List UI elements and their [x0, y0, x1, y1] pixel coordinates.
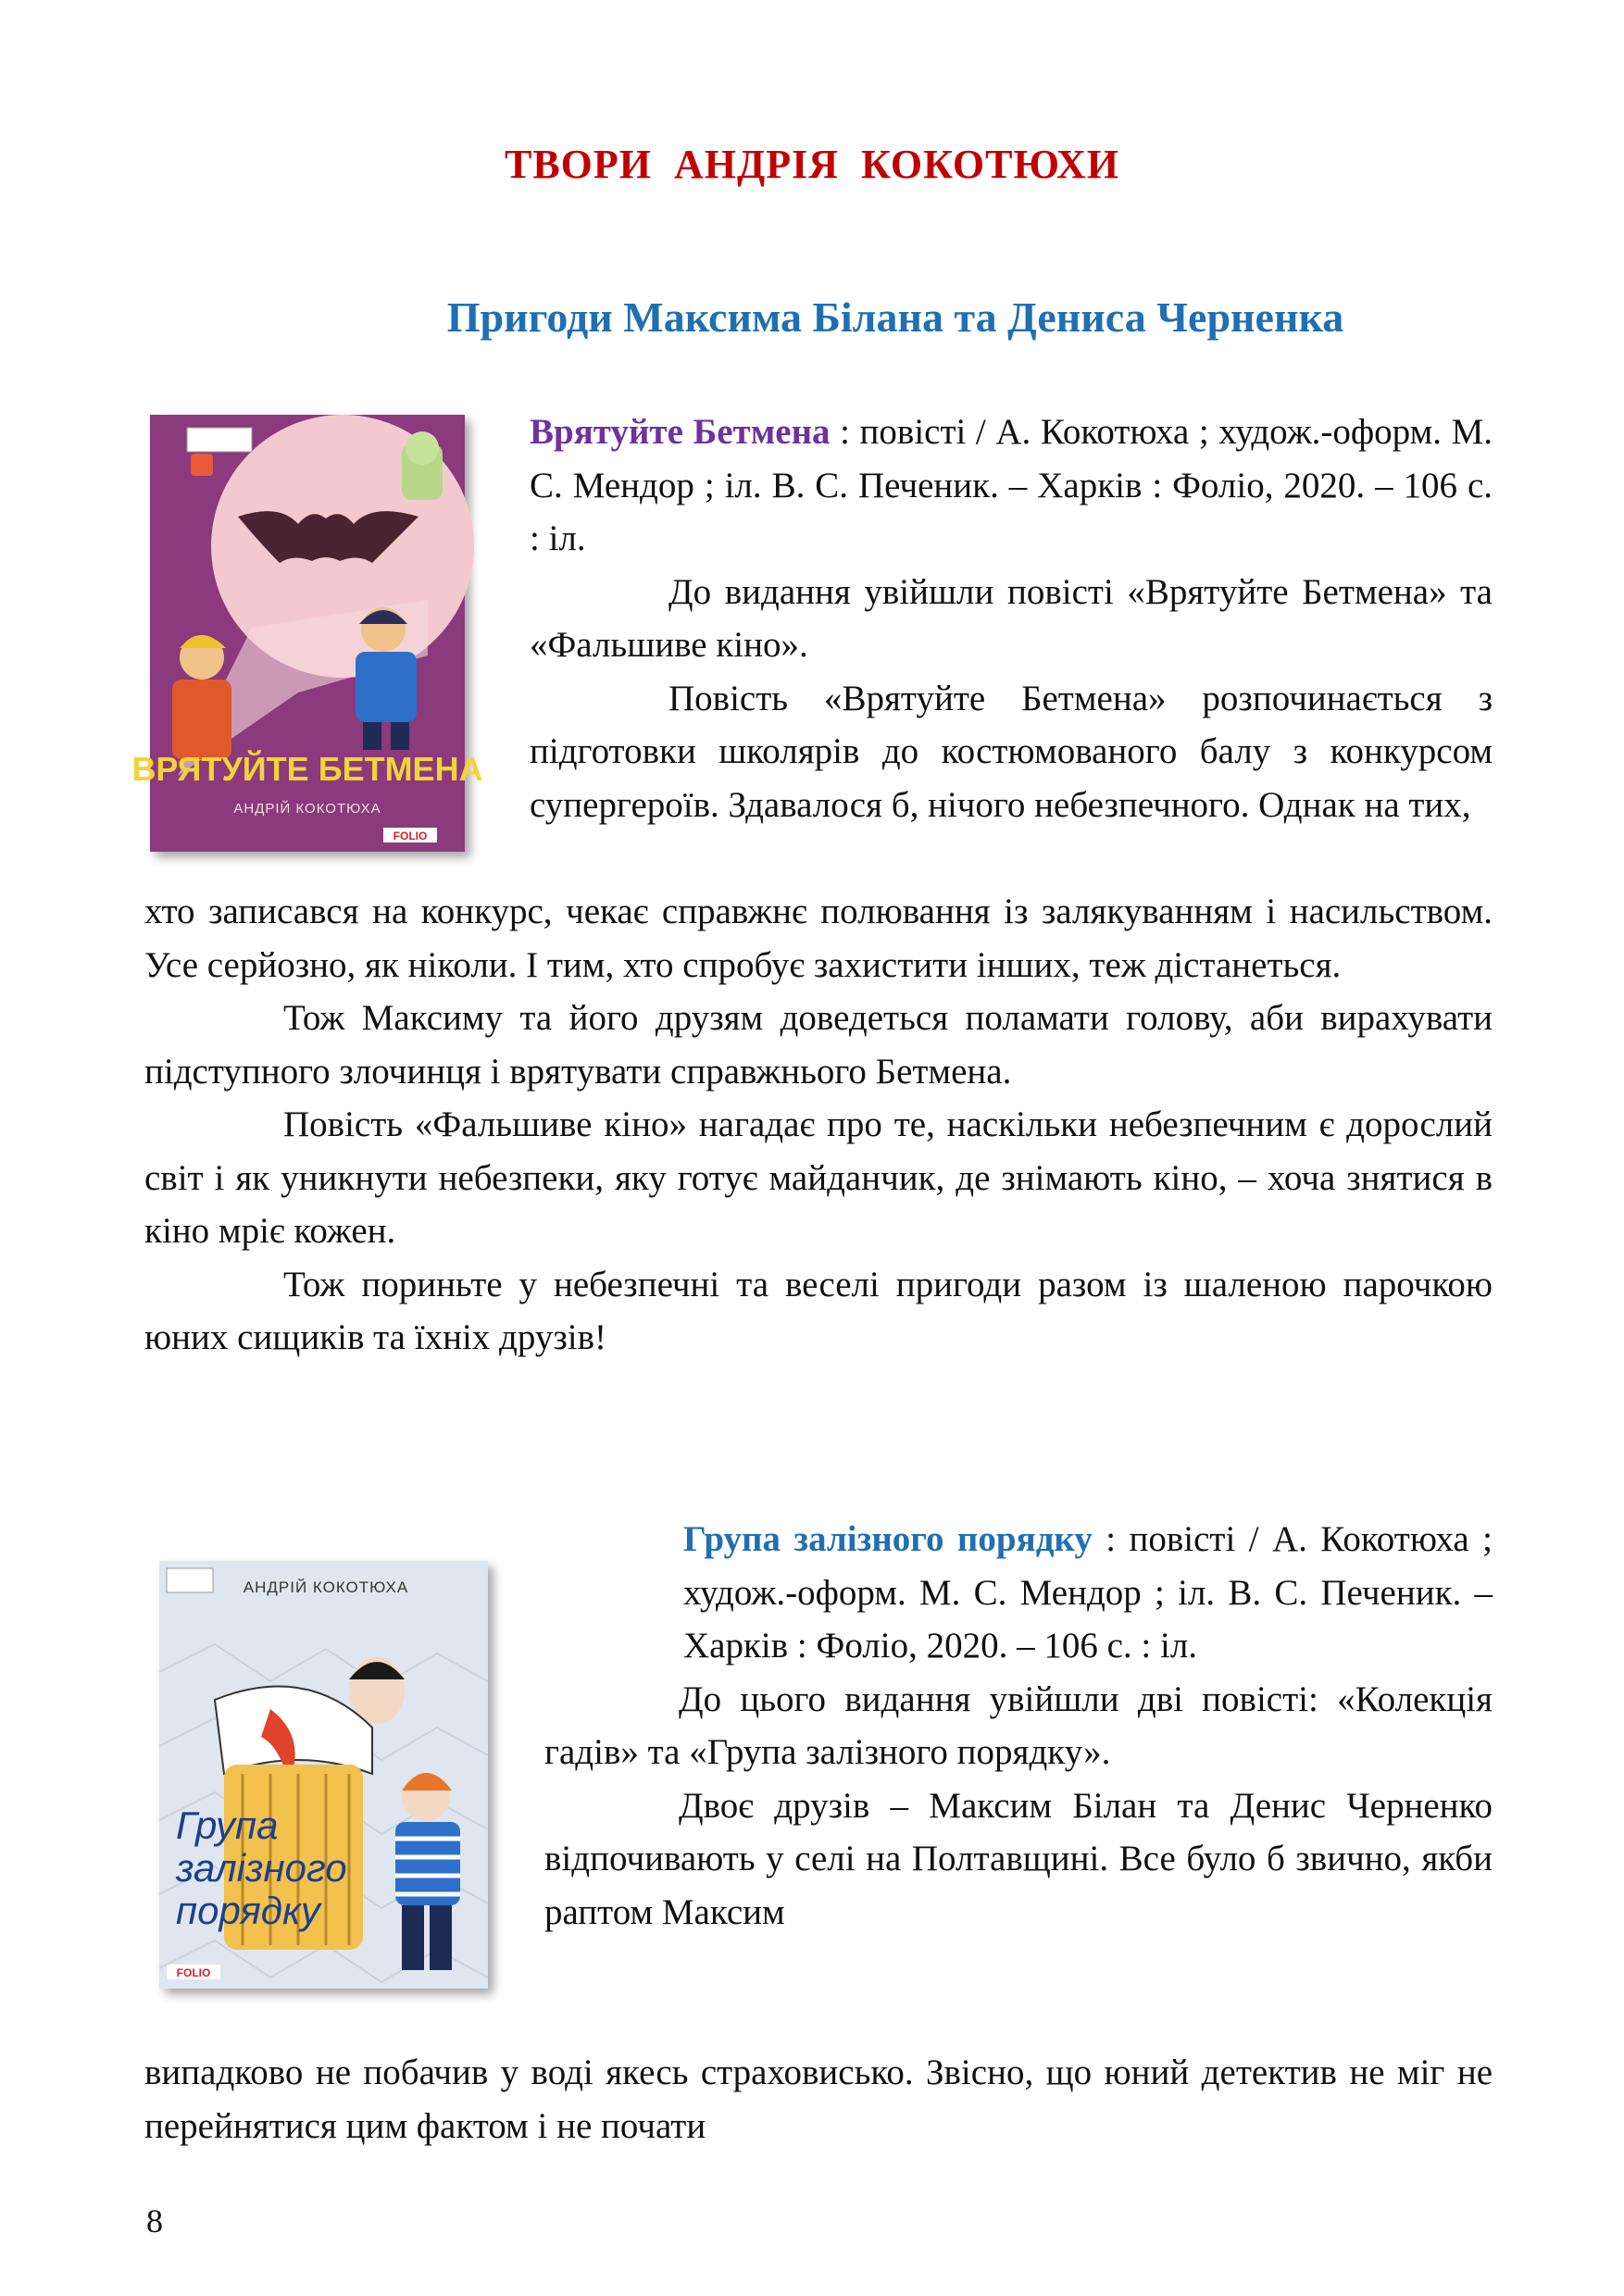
publisher-logo: FOLIO: [393, 830, 428, 842]
book1-paragraph-2-end: хто записався на конкурс, чекає справжнє полювання із залякуванням і насильством. Усе серйозно, як ніколи. І тим, хто спробує захистити інших, теж дістанеться.: [144, 892, 1493, 985]
book-cover-illustration-2: [159, 1561, 488, 1989]
cover-title-line-1: Група: [176, 1803, 279, 1847]
cover-title-text: ВРЯТУЙТЕ БЕТМЕНА: [131, 750, 483, 788]
book1-citation-text: : повісті / А. Кокотюха ; худож.-оформ. М. С. Мендор ; іл. В. С. Печеник. – Харків : Фоліо, 2020. – 106 с. : іл.: [530, 412, 1493, 558]
book-cover-illustration-1: [131, 415, 483, 852]
book2-citation: [544, 1513, 1493, 1673]
book1-paragraph-4: Повість «Фальшиве кіно» нагадає про те, наскільки небезпечним є дорослий світ і як уникнути небезпеки, яку готує майданчик, де знімають кіно, – хоча знятися в кіно мріє кожен.: [144, 1104, 1493, 1251]
book1-paragraph-2-start: Повість «Врятуйте Бетмена» розпочинається з підготовки школярів до костюмованого балу з конкурсом супергероїв. Здавалося б, нічого небезпечного. Однак на тих,: [530, 678, 1493, 825]
book-cover-vriatuite-betmena: [131, 415, 483, 852]
page-number: 8: [146, 2202, 163, 2240]
cover-title-line-2: залізного: [176, 1846, 347, 1890]
book1-paragraph-1: До видання увійшли повісті «Врятуйте Бетмена» та «Фальшиве кіно».: [530, 571, 1493, 665]
book1-description-full: [144, 885, 1493, 1365]
book-cover-hrupa-zaliznoho-poriadku: [159, 1561, 488, 1989]
book2-title: Група залізного порядку: [683, 1519, 1093, 1559]
cover-author-text: АНДРІЙ КОКОТЮХА: [233, 801, 381, 817]
book1-description-wrapped: [530, 406, 1493, 831]
book2-description-wrapped: [544, 1513, 1493, 1939]
page-title: ТВОРИ АНДРІЯ КОКОТЮХИ: [504, 142, 1120, 187]
book2-paragraph-2-start: Двоє друзів – Максим Білан та Денис Черненко відпочивають у селі на Полтавщині. Все було б звично, якби раптом Максим: [544, 1785, 1493, 1932]
book2-paragraph-2-end: випадково не побачив у воді якесь страховисько. Звісно, що юний детектив не міг не перейнятися цим фактом і не почати: [144, 2053, 1493, 2146]
book2-paragraph-1: До цього видання увійшли дві повісті: «Колекція гадів» та «Група залізного порядку».: [544, 1678, 1493, 1772]
book1-citation: [530, 406, 1493, 566]
book1-paragraph-5: Тож пориньте у небезпечні та веселі пригоди разом із шаленою парочкою юних сищиків та їхніх друзів!: [144, 1264, 1493, 1357]
cover-author-text: АНДРІЙ КОКОТЮХА: [243, 1578, 409, 1596]
book2-description-full: [144, 2046, 1493, 2152]
book1-paragraph-3: Тож Максиму та його друзям доведеться поламати голову, аби вирахувати підступного злочинця і врятувати справжнього Бетмена.: [144, 998, 1493, 1092]
book2-citation-text: : повісті / А. Кокотюха ; худож.-оформ. М. С. Мендор ; іл. В. С. Печеник. – Харків : Фоліо, 2020. – 106 с. : іл.: [683, 1519, 1493, 1666]
publisher-logo: FOLIO: [176, 1966, 211, 1979]
book1-title: Врятуйте Бетмена: [530, 412, 831, 452]
cover-title-line-3: порядку: [176, 1889, 320, 1932]
section-title: Пригоди Максима Білана та Дениса Черненка: [446, 293, 1344, 341]
